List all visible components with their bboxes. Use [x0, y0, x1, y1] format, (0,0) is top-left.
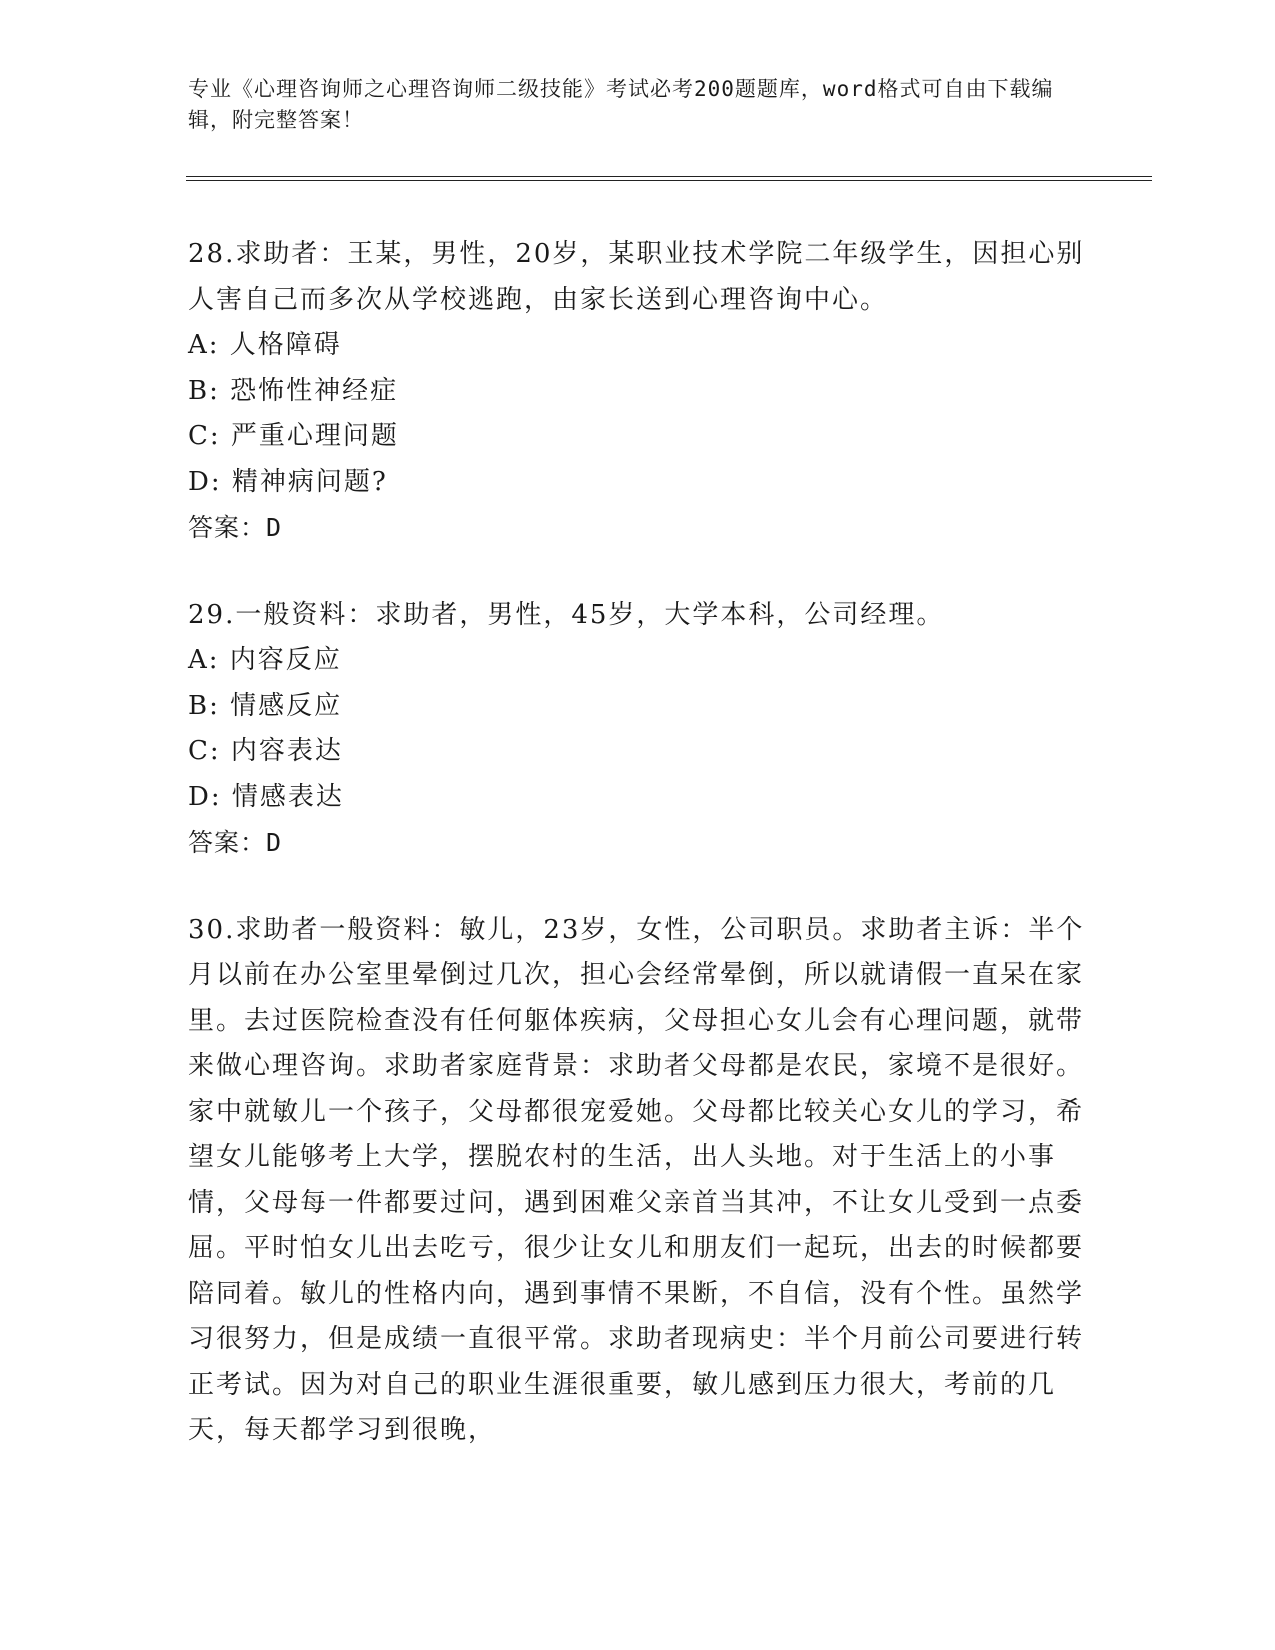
- answer-line: 答案：D: [188, 513, 283, 542]
- question-list: [188, 232, 1088, 1454]
- option-c: C: 严重心理问题: [188, 421, 399, 451]
- question-stem: 30.求助者一般资料：敏儿，23岁，女性，公司职员。求助者主诉：半个月以前在办公室里晕倒过几次，担心会经常晕倒，所以就请假一直呆在家里。去过医院检查没有任何躯体疾病，父母担心女儿会有心理问题，就带来做心理咨询。求助者家庭背景：求助者父母都是农民，家境不是很好。家中就敏儿一个孩子，父母都很宠爱她。父母都比较关心女儿的学习，希望女儿能够考上大学，摆脱农村的生活，出人头地。对于生活上的小事情，父母每一件都要过问，遇到困难父亲首当其冲，不让女儿受到一点委屈。平时怕女儿出去吃亏，很少让女儿和朋友们一起玩，出去的时候都要陪同着。敏儿的性格内向，遇到事情不果断，不自信，没有个性。虽然学习很努力，但是成绩一直很平常。求助者现病史：半个月前公司要进行转正考试。因为对自己的职业生涯很重要，敏儿感到压力很大，考前的几天，每天都学习到很晚，: [188, 914, 1085, 1445]
- question-29: [188, 593, 1088, 866]
- question-stem: 28.求助者：王某，男性，20岁，某职业技术学院二年级学生，因担心别人害自己而多次从学校逃跑，由家长送到心理咨询中心。: [188, 239, 1085, 315]
- option-d: D: 精神病问题?: [188, 466, 388, 497]
- document-title: 专业《心理咨询师之心理咨询师二级技能》考试必考200题题库，word格式可自由下载编辑，附完整答案！: [188, 77, 1054, 132]
- header-divider: [186, 176, 1152, 181]
- question-30: [188, 908, 1088, 1454]
- document-header: [188, 74, 1078, 136]
- option-b: B: 恐怖性神经症: [188, 375, 399, 406]
- answer-line: 答案：D: [188, 828, 283, 857]
- question-28: [188, 232, 1088, 551]
- option-b: B: 情感反应: [188, 690, 343, 721]
- option-a: A: 人格障碍: [188, 330, 342, 360]
- option-d: D: 情感表达: [188, 781, 344, 812]
- option-c: C: 内容表达: [188, 736, 343, 766]
- option-a: A: 内容反应: [188, 645, 342, 675]
- question-stem: 29.一般资料：求助者，男性，45岁，大学本科，公司经理。: [188, 599, 945, 630]
